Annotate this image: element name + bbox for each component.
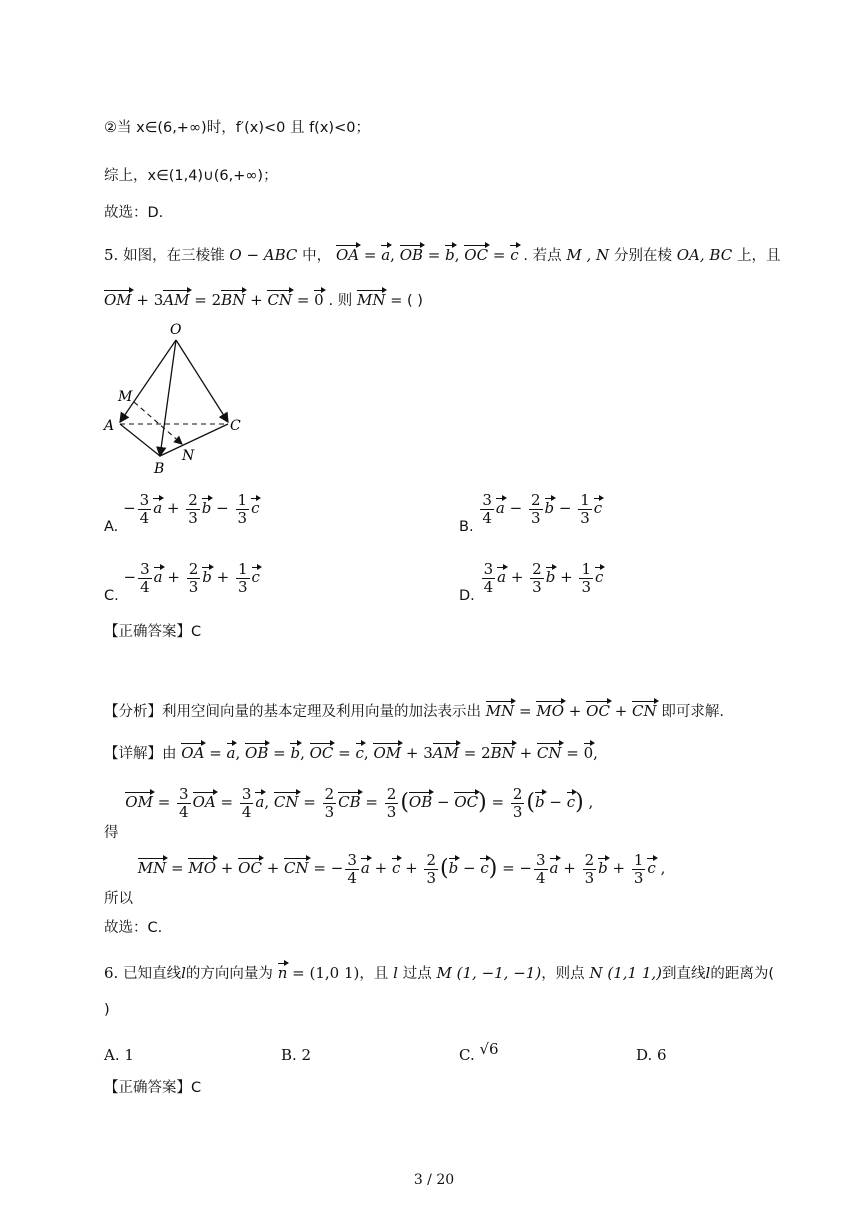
option-a-label: A. <box>104 519 119 535</box>
q6-text-a: 已知直线 <box>123 966 182 982</box>
q6-option-d[interactable]: D. 6 <box>636 1046 667 1064</box>
analysis-label: 【分析】 <box>104 704 162 720</box>
option-c-expr: − $\frac{3}{4}$ a + $\frac{2}{3}$ b + $\frac{1}{3}$ c <box>123 560 260 596</box>
option-c-label: C. <box>104 588 119 604</box>
vec-cn-2: CN <box>632 702 657 720</box>
segment-mn-dashed <box>134 402 182 444</box>
q5-number: 5. <box>104 246 119 264</box>
q5-blank: = ( ) <box>390 293 423 309</box>
de-label: 得 <box>104 825 119 841</box>
vec-zero: 0 <box>314 291 324 309</box>
summary-text: 综上，x∈(1,4)∪(6,+∞)； <box>104 168 278 184</box>
q6-option-c-label: C. <box>459 1046 475 1064</box>
label-m: M <box>118 389 133 405</box>
de-expr: OM = $\frac{3}{4}$ OA = $\frac{3}{4}$ a, CN = $\frac{2}{3}$ CB = $\frac{2}{3}$ (OB − OC) = $\frac{2}{3}$ (b − c) , <box>125 785 594 821</box>
q6-l-2: l <box>393 964 398 982</box>
q6-option-c[interactable] <box>459 1040 499 1064</box>
de-line <box>104 785 594 841</box>
q6-option-a[interactable]: A. 1 <box>104 1046 134 1064</box>
option-b[interactable] <box>459 492 602 536</box>
edge-ob <box>160 340 176 456</box>
vec-bn: BN <box>221 291 246 309</box>
vec-am: AM <box>163 291 190 309</box>
q6-line-1 <box>104 964 774 983</box>
option-b-expr: $\frac{3}{4}$ a − $\frac{2}{3}$ b − $\frac{1}{3}$ c <box>482 491 603 527</box>
vec-ob: OB <box>399 246 424 264</box>
label-n: N <box>182 448 195 464</box>
vec-b: b <box>445 246 455 264</box>
vec-cn: CN <box>267 291 293 309</box>
edge-ab <box>120 424 160 456</box>
q6-text-f: 到直线 <box>662 966 706 982</box>
answer-5: 【正确答案】C <box>104 624 202 640</box>
q5-line-1: 5. 如图，在三棱锥 O − ABC 中， OA = a, OB = b, OC = c . 若点 M , N 分别在棱 OA, BC 上，且 <box>104 246 781 264</box>
detail-line: 【详解】由 OA = a, OB = b, OC = c, OM + 3AM = 2BN + CN = 0, <box>104 744 598 762</box>
label-a: A <box>104 418 115 434</box>
vec-mn: MN <box>356 291 386 309</box>
q6-l-1: l <box>181 964 186 982</box>
q5-text-a: 如图，在三棱锥 <box>123 248 225 264</box>
option-b-label: B. <box>459 519 474 535</box>
edge-oc <box>176 340 228 422</box>
answer-6: 【正确答案】C <box>104 1080 202 1096</box>
q5-line-2: OM + 3AM = 2BN + CN = 0 . 则 MN = ( ) <box>104 291 423 309</box>
choose-c-line: 故选：C. <box>104 920 163 936</box>
option-a-expr: − $\frac{3}{4}$ a + $\frac{2}{3}$ b − $\frac{1}{3}$ c <box>123 491 260 527</box>
q5-points: M , N <box>566 246 610 264</box>
q6-text-c: ，且 <box>359 966 389 982</box>
edge-oa <box>120 340 176 422</box>
q6-text-d: 过点 <box>402 966 432 982</box>
summary-line <box>104 166 278 185</box>
case2-text: ②当 x∈(6,+∞)时，f′(x)<0 且 f(x)<0； <box>104 120 370 136</box>
q5-text-e: 上，且 <box>736 248 781 264</box>
q5-text-b: 中， <box>302 248 332 264</box>
option-a[interactable] <box>104 492 259 536</box>
suoyi-label: 所以 <box>104 891 133 907</box>
q6-n-point: N (1,1 1,) <box>589 964 663 982</box>
label-c: C <box>230 418 241 434</box>
q5-edges: OA, BC <box>676 246 733 264</box>
q6-n: n <box>277 964 288 982</box>
analysis-end: 即可求解. <box>661 704 725 720</box>
vec-om: OM <box>104 291 132 309</box>
suoyi-expr: MN = MO + OC + CN = − $\frac{3}{4}$ a + c + $\frac{2}{3}$ (b − c) = − $\frac{3}{4}$ a + $\frac{2}{3}$ b + $\frac{1}{3}$ c , <box>137 851 666 887</box>
q5-then: . 则 <box>328 293 353 309</box>
vec-oc: OC <box>464 246 489 264</box>
analysis-line: 【分析】利用空间向量的基本定理及利用向量的加法表示出 MN = MO + OC + CN 即可求解. <box>104 702 725 720</box>
q6-text-g: 的距离为( <box>710 966 774 982</box>
option-d-expr: $\frac{3}{4}$ a + $\frac{2}{3}$ b + $\frac{1}{3}$ c <box>483 560 604 596</box>
q6-text-b: 的方向向量为 <box>185 966 273 982</box>
page-number: 3 / 20 <box>413 1172 455 1188</box>
vec-mo: MO <box>536 702 565 720</box>
choose-d-line: 故选：D. <box>104 205 164 221</box>
analysis-text: 利用空间向量的基本定理及利用向量的加法表示出 <box>162 704 481 720</box>
q6-option-c-value: √6 <box>479 1040 499 1058</box>
vec-a: a <box>381 246 391 264</box>
tetrahedron-figure <box>100 318 260 478</box>
q6-m-point: M (1, −1, −1) <box>436 964 542 982</box>
q5-tetra: O − ABC <box>229 246 298 264</box>
case2-line <box>104 118 370 137</box>
q5-text-d: 分别在棱 <box>613 248 672 264</box>
q6-close-paren: ) <box>104 1002 110 1018</box>
q6-nval: = (1,0 1) <box>292 964 360 982</box>
q6-option-b[interactable]: B. 2 <box>281 1046 312 1064</box>
vec-oc-2: OC <box>586 702 610 720</box>
q6-number: 6. <box>104 964 119 982</box>
label-o: O <box>170 322 182 338</box>
option-d-label: D. <box>459 588 475 604</box>
option-d[interactable] <box>459 561 603 605</box>
vec-oa: OA <box>335 246 360 264</box>
suoyi-line <box>104 851 666 907</box>
q6-l-3: l <box>705 964 711 982</box>
q5-text-c: . 若点 <box>523 248 562 264</box>
vec-mn-2: MN <box>485 702 515 720</box>
option-c[interactable] <box>104 561 260 605</box>
q6-text-e: ，则点 <box>541 966 585 982</box>
vec-c: c <box>510 246 519 264</box>
label-b: B <box>154 461 165 477</box>
detail-label: 【详解】由 <box>104 746 177 762</box>
